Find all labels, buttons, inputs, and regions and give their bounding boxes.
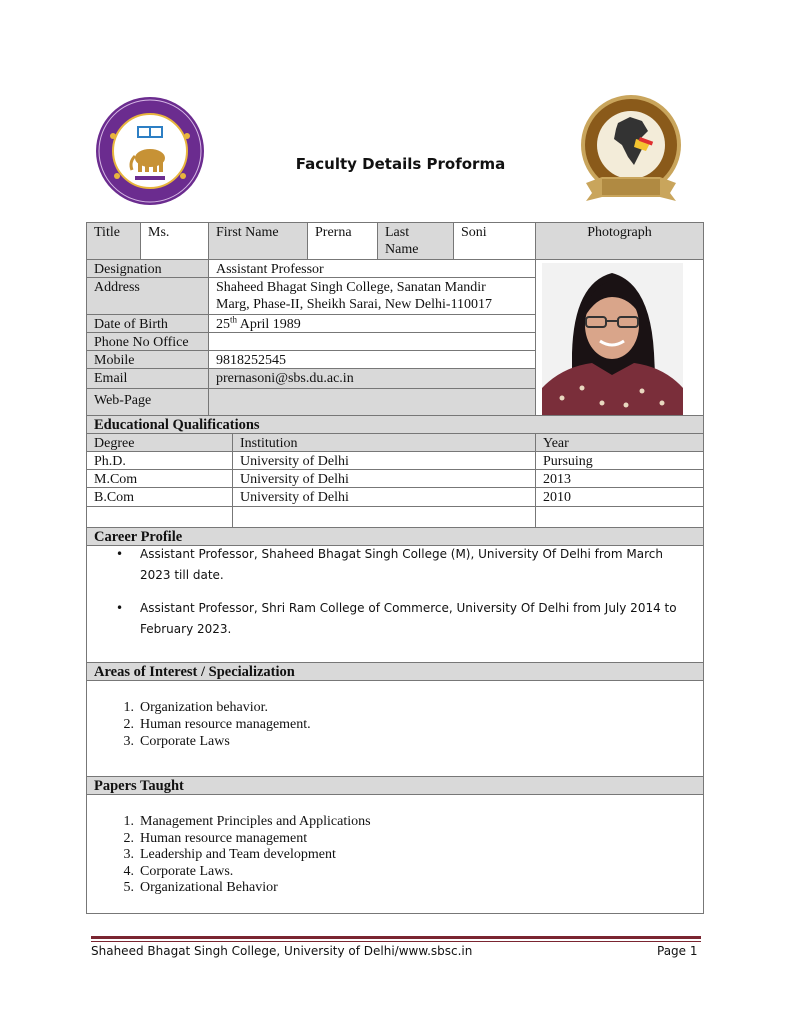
- education-cell: B.Com: [86, 487, 233, 507]
- education-cell: [86, 506, 233, 528]
- webpage-label: Web-Page: [86, 388, 209, 416]
- education-cell: [232, 506, 536, 528]
- education-header-degree: Degree: [86, 433, 233, 452]
- interests-heading: Areas of Interest / Specialization: [86, 662, 704, 681]
- education-cell: University of Delhi: [232, 487, 536, 507]
- mobile-value: 9818252545: [208, 350, 536, 369]
- mobile-label: Mobile: [86, 350, 209, 369]
- photograph-label: Photograph: [535, 222, 704, 260]
- email-label: Email: [86, 368, 209, 389]
- footer-rule: [91, 936, 701, 939]
- webpage-value: [208, 388, 536, 416]
- footer-rule-thin: [91, 941, 701, 942]
- university-of-delhi-logo: [95, 96, 205, 206]
- education-header-institution: Institution: [232, 433, 536, 452]
- address-label: Address: [86, 277, 209, 315]
- phone-value: [208, 332, 536, 351]
- papers-heading: Papers Taught: [86, 776, 704, 795]
- phone-label: Phone No Office: [86, 332, 209, 351]
- career-heading: Career Profile: [86, 527, 704, 546]
- education-cell: Ph.D.: [86, 451, 233, 470]
- dob-label: Date of Birth: [86, 314, 209, 333]
- email-value: prernasoni@sbs.du.ac.in: [208, 368, 536, 389]
- last-name-label: Last Name: [377, 222, 454, 260]
- title-label: Title: [86, 222, 141, 260]
- education-cell: 2013: [535, 469, 704, 488]
- last-name-value: Soni: [453, 222, 536, 260]
- first-name-label: First Name: [208, 222, 308, 260]
- education-cell: M.Com: [86, 469, 233, 488]
- footer-college-text: Shaheed Bhagat Singh College, University of Delhi/www.sbsc.in: [91, 944, 473, 958]
- dob-value: 25th April 1989: [208, 314, 536, 333]
- education-cell: University of Delhi: [232, 469, 536, 488]
- page-title: Faculty Details Proforma: [295, 155, 506, 173]
- first-name-value: Prerna: [307, 222, 378, 260]
- education-cell: Pursuing: [535, 451, 704, 470]
- address-value: Shaheed Bhagat Singh College, Sanatan Mandir Marg, Phase-II, Sheikh Sarai, New Delhi-110017: [208, 277, 536, 315]
- education-header-year: Year: [535, 433, 704, 452]
- education-cell: University of Delhi: [232, 451, 536, 470]
- sbs-college-logo: [580, 93, 682, 211]
- education-cell: [535, 506, 704, 528]
- title-value: Ms.: [140, 222, 209, 260]
- education-cell: 2010: [535, 487, 704, 507]
- education-heading: Educational Qualifications: [86, 415, 704, 434]
- designation-label: Designation: [86, 259, 209, 278]
- designation-value: Assistant Professor: [208, 259, 536, 278]
- page-number: Page 1: [657, 944, 698, 958]
- profile-photo: [542, 263, 683, 415]
